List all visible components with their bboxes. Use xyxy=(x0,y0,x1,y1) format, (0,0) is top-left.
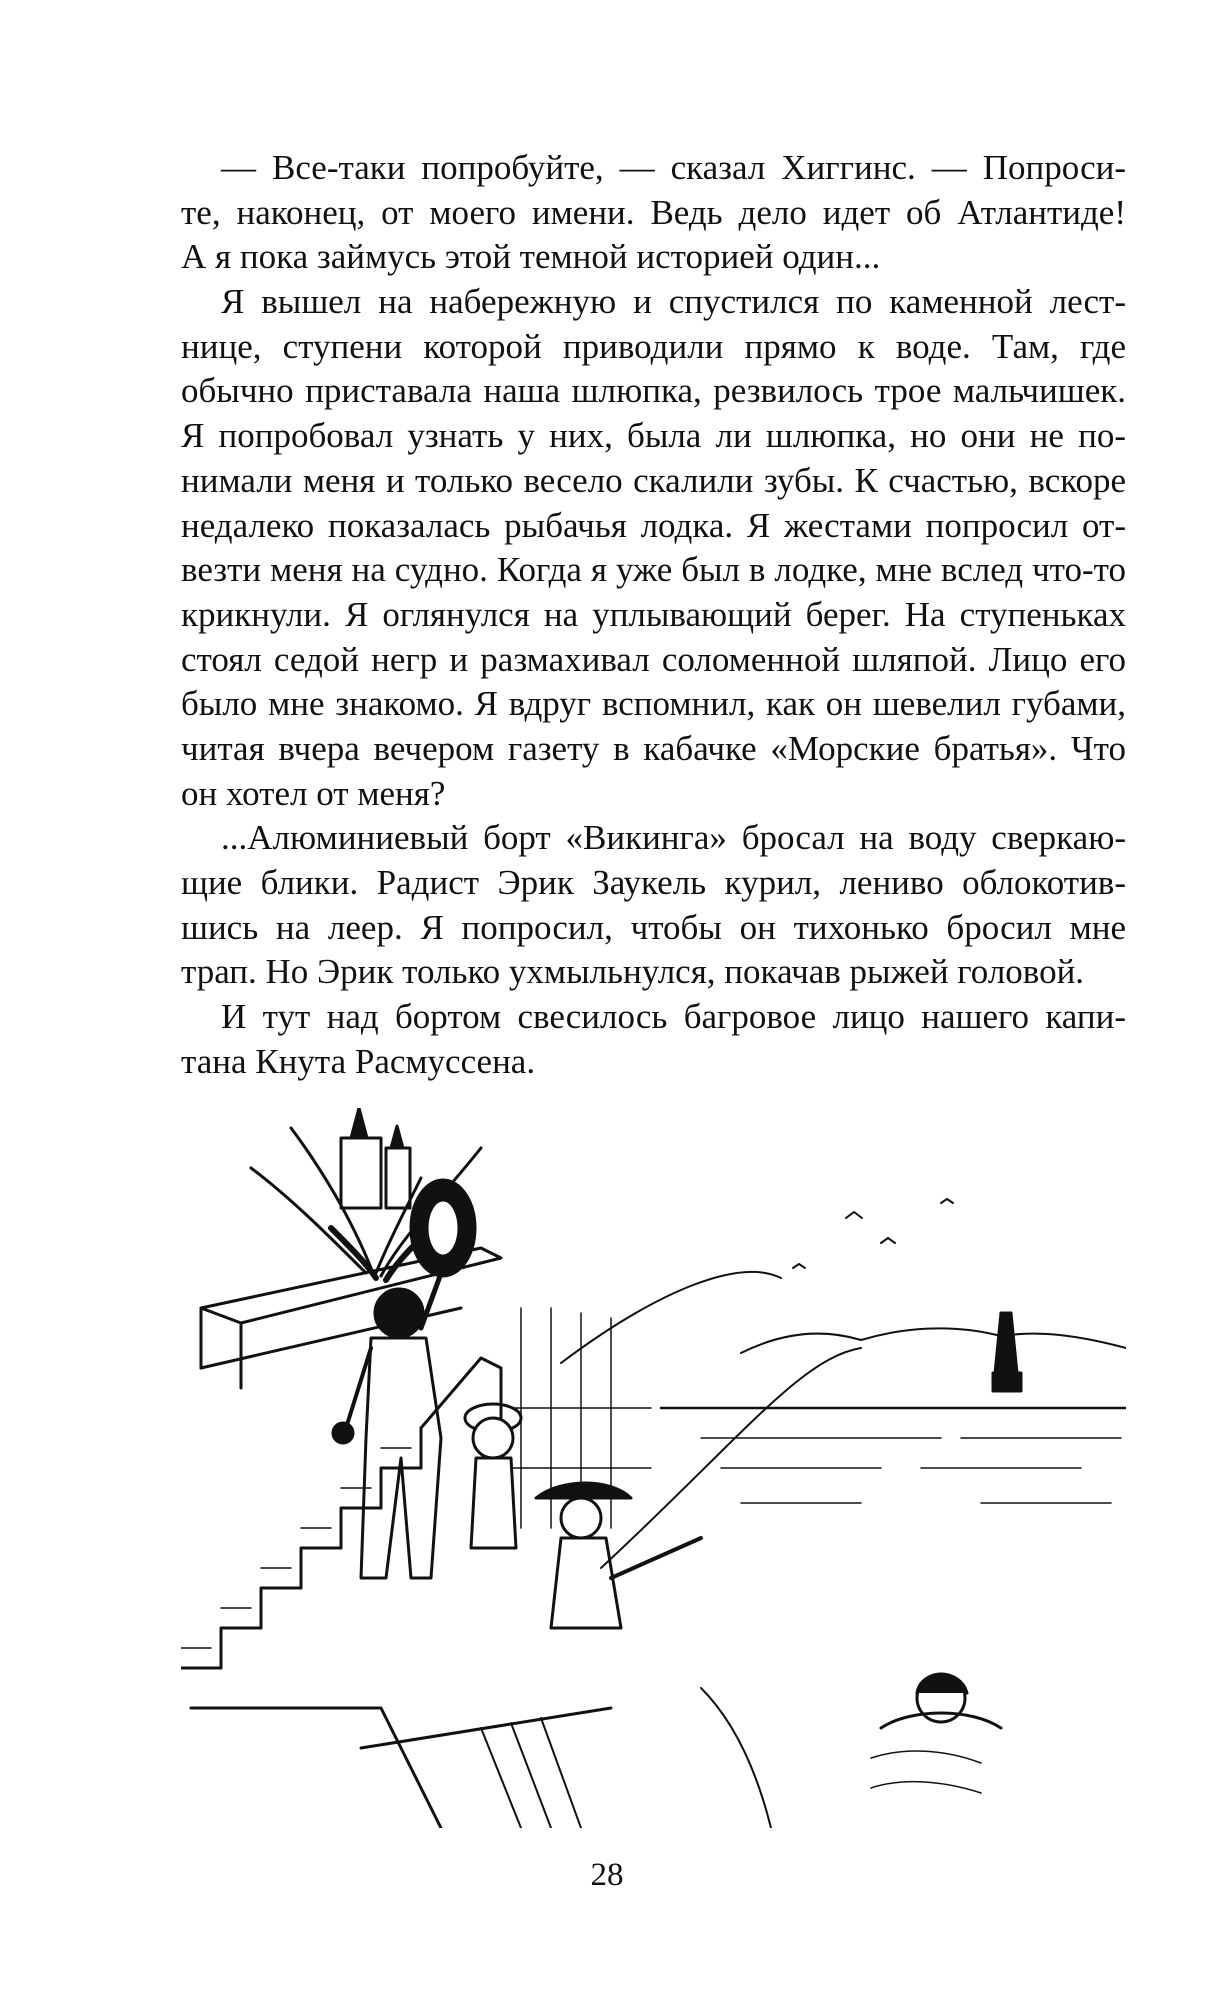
text-line: Я вышел на набережную и спустился по каменной лест- xyxy=(221,282,1126,322)
text-line: те, наконец, от моего имени. Ведь дело идет об Атлантиде! xyxy=(181,192,1126,232)
text-line: было мне знакомо. Я вдруг вспомнил, как он шевелил губами, xyxy=(181,684,1126,724)
text-line: нимали меня и только весело скалили зубы. К счастью, вскоре xyxy=(181,460,1126,500)
text-line: тана Кнута Расмуссена. xyxy=(181,1041,536,1081)
text-line: недалеко показалась рыбачья лодка. Я жестами попросил от- xyxy=(181,505,1126,545)
paragraph-1 xyxy=(181,146,1126,280)
text-line: И тут над бортом свесилось багровое лицо нашего капи- xyxy=(221,997,1126,1037)
text-line: читая вчера вечером газету в кабачке «Морские братья». Что xyxy=(181,728,1126,768)
text-line: он хотел от меня? xyxy=(181,773,446,813)
text-line: ...Алюминиевый борт «Викинга» бросал на воду сверкаю- xyxy=(221,818,1126,858)
text-line: стоял седой негр и размахивал соломенной шляпой. Лицо его xyxy=(181,639,1126,679)
paragraph-3 xyxy=(181,816,1126,995)
paragraph-4 xyxy=(181,995,1126,1084)
text-line: везти меня на судно. Когда я уже был в лодке, мне вслед что-то xyxy=(181,550,1126,590)
text-line: крикнули. Я оглянулся на уплывающий берег. На ступеньках xyxy=(181,594,1126,634)
text-line: нице, ступени которой приводили прямо к воде. Там, где xyxy=(181,326,1126,366)
text-line: обычно приставала наша шлюпка, резвилось трое мальчишек. xyxy=(181,371,1126,411)
paragraph-2 xyxy=(181,280,1126,816)
text-line: — Все-таки попробуйте, — сказал Хиггинс. — Попроси- xyxy=(221,148,1126,187)
harbor-scene-illustration xyxy=(181,1108,1126,1828)
text-line: щие блики. Радист Эрик Заукель курил, лениво облокотив- xyxy=(181,863,1126,902)
text-line: трап. Но Эрик только ухмыльнулся, покачав рыжей головой. xyxy=(181,952,1085,992)
text-line: шись на леер. Я попросил, чтобы он тихонько бросил мне xyxy=(181,907,1126,947)
body-text xyxy=(181,146,1126,1084)
text-line: А я пока займусь этой темной историей один... xyxy=(181,237,881,277)
text-line: Я попробовал узнать у них, была ли шлюпка, но они не по- xyxy=(181,416,1126,456)
page-number: 28 xyxy=(590,1857,624,1893)
